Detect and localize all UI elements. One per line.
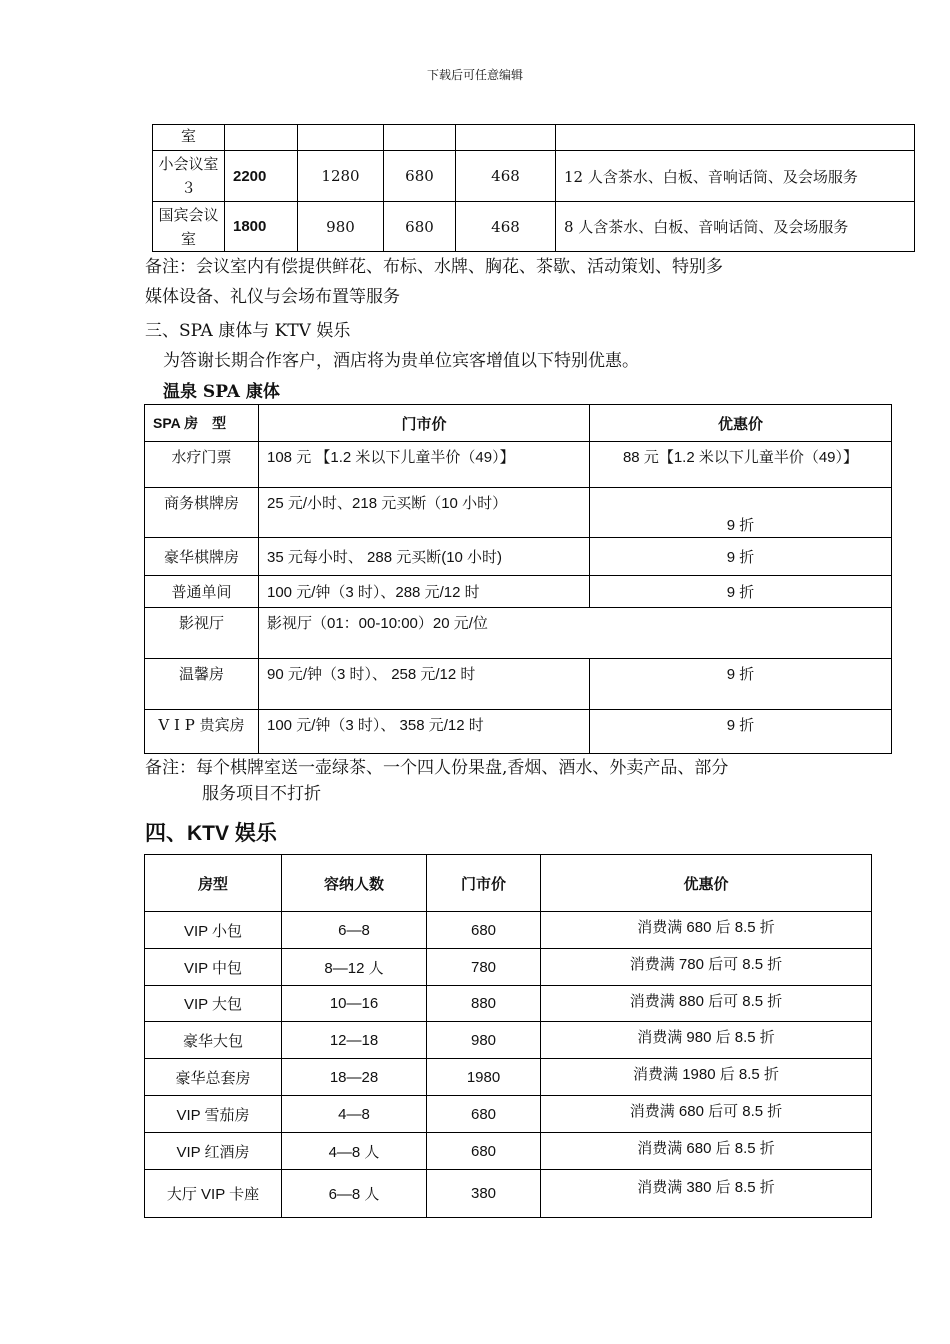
discount-cell: 9 折	[590, 576, 892, 608]
table-row	[145, 949, 872, 986]
room-cell: 豪华棋牌房	[145, 538, 259, 576]
discount-cell: 消费满 1980 后 8.5 折	[541, 1059, 872, 1096]
room-type-cell: VIP 大包	[145, 986, 282, 1022]
room-type-cell: VIP 中包	[145, 949, 282, 986]
table-row	[153, 202, 915, 252]
rack-price-cell: 780	[427, 949, 541, 986]
rack-price-cell: 100 元/钟（3 时）、288 元/12 时	[259, 576, 590, 608]
price-cell: 680	[384, 151, 456, 202]
price-cell: 680	[384, 202, 456, 252]
discount-cell: 消费满 380 后 8.5 折	[541, 1170, 872, 1218]
capacity-cell: 6—8 人	[282, 1170, 427, 1218]
capacity-cell: 4—8 人	[282, 1133, 427, 1170]
discount-cell: 消费满 780 后可 8.5 折	[541, 949, 872, 986]
capacity-cell: 18—28	[282, 1059, 427, 1096]
header-note: 下载后可任意编辑	[426, 68, 523, 82]
price-cell: 468	[456, 202, 556, 252]
spa-subtitle: 温泉 SPA 康体	[163, 382, 280, 402]
meeting-note-line2: 媒体设备、礼仪与会场布置等服务	[145, 287, 400, 307]
capacity-cell: 4—8	[282, 1096, 427, 1133]
capacity-cell: 12—18	[282, 1022, 427, 1059]
column-header: 房型	[145, 855, 282, 912]
discount-cell: 9 折	[590, 488, 892, 538]
room-name-cell: 室	[153, 125, 225, 151]
rack-price-cell: 880	[427, 986, 541, 1022]
table-row	[145, 442, 892, 488]
rack-price-cell: 影视厅（01：00-10:00）20 元/位	[259, 608, 892, 659]
rack-price-cell: 680	[427, 912, 541, 949]
table-row	[145, 1096, 872, 1133]
rack-price-cell: 380	[427, 1170, 541, 1218]
column-header: 优惠价	[541, 855, 872, 912]
rack-price-cell: 100 元/钟（3 时）、 358 元/12 时	[259, 710, 590, 754]
capacity-cell: 6—8	[282, 912, 427, 949]
room-type-cell: VIP 小包	[145, 912, 282, 949]
room-type-cell: VIP 红酒房	[145, 1133, 282, 1170]
table-row	[145, 488, 892, 538]
description-cell: 8 人含茶水、白板、音响话筒、及会场服务	[556, 202, 915, 252]
room-type-cell: 大厅 VIP 卡座	[145, 1170, 282, 1218]
table-row	[145, 608, 892, 659]
spa-note-line1: 备注：每个棋牌室送一壶绿茶、一个四人份果盘,香烟、酒水、外卖产品、部分	[145, 758, 729, 778]
table-header-row	[145, 405, 892, 442]
meeting-room-table	[152, 124, 915, 252]
rack-price-cell: 1980	[427, 1059, 541, 1096]
table-row	[145, 1059, 872, 1096]
meeting-note-line1: 备注：会议室内有偿提供鲜花、布标、水牌、胸花、茶歇、活动策划、特别多	[145, 257, 723, 277]
discount-cell: 消费满 680 后 8.5 折	[541, 1133, 872, 1170]
column-header: 容纳人数	[282, 855, 427, 912]
table-cell	[556, 125, 915, 151]
section4-title: 四、KTV 娱乐	[145, 822, 277, 845]
column-header: 优惠价	[590, 405, 892, 442]
section3-title: 三、SPA 康体与 KTV 娱乐	[145, 321, 351, 341]
table-row	[145, 659, 892, 710]
room-cell: 影视厅	[145, 608, 259, 659]
table-header-row	[145, 855, 872, 912]
capacity-cell: 8—12 人	[282, 949, 427, 986]
room-cell: 普通单间	[145, 576, 259, 608]
table-cell	[456, 125, 556, 151]
column-header: 门市价	[427, 855, 541, 912]
discount-cell: 消费满 980 后 8.5 折	[541, 1022, 872, 1059]
spa-table	[144, 404, 892, 754]
table-row	[153, 125, 915, 151]
rack-price-cell: 35 元每小时、 288 元买断(10 小时)	[259, 538, 590, 576]
discount-cell: 消费满 680 后可 8.5 折	[541, 1096, 872, 1133]
table-cell	[384, 125, 456, 151]
price-cell: 1800	[225, 202, 298, 252]
rack-price-cell: 680	[427, 1133, 541, 1170]
table-row	[145, 538, 892, 576]
ktv-table	[144, 854, 872, 1218]
table-row	[145, 1170, 872, 1218]
table-row	[153, 151, 915, 202]
room-cell: 水疗门票	[145, 442, 259, 488]
room-type-cell: VIP 雪茄房	[145, 1096, 282, 1133]
rack-price-cell: 90 元/钟（3 时）、 258 元/12 时	[259, 659, 590, 710]
column-header: SPA 房 型	[145, 405, 259, 442]
table-row	[145, 710, 892, 754]
discount-cell: 9 折	[590, 538, 892, 576]
discount-cell: 88 元【1.2 米以下儿童半价（49）】	[590, 442, 892, 488]
column-header: 门市价	[259, 405, 590, 442]
rack-price-cell: 25 元/小时、218 元买断（10 小时）	[259, 488, 590, 538]
room-name-cell: 国宾会议室	[153, 202, 225, 252]
rack-price-cell: 680	[427, 1096, 541, 1133]
room-cell: V I P 贵宾房	[145, 710, 259, 754]
price-cell: 980	[298, 202, 384, 252]
rack-price-cell: 108 元 【1.2 米以下儿童半价（49）】	[259, 442, 590, 488]
spa-note-line2: 服务项目不打折	[202, 784, 321, 804]
room-cell: 商务棋牌房	[145, 488, 259, 538]
discount-cell: 9 折	[590, 659, 892, 710]
room-type-cell: 豪华总套房	[145, 1059, 282, 1096]
section3-intro: 为答谢长期合作客户，酒店将为贵单位宾客增值以下特别优惠。	[163, 351, 639, 371]
room-type-cell: 豪华大包	[145, 1022, 282, 1059]
table-row	[145, 912, 872, 949]
description-cell: 12 人含茶水、白板、音响话筒、及会场服务	[556, 151, 915, 202]
price-cell: 1280	[298, 151, 384, 202]
table-row	[145, 1133, 872, 1170]
discount-cell: 9 折	[590, 710, 892, 754]
rack-price-cell: 980	[427, 1022, 541, 1059]
room-cell: 温馨房	[145, 659, 259, 710]
capacity-cell: 10—16	[282, 986, 427, 1022]
price-cell: 2200	[225, 151, 298, 202]
price-cell: 468	[456, 151, 556, 202]
discount-cell: 消费满 680 后 8.5 折	[541, 912, 872, 949]
table-cell	[298, 125, 384, 151]
table-row	[145, 986, 872, 1022]
room-name-cell: 小会议室３	[153, 151, 225, 202]
table-row	[145, 576, 892, 608]
discount-cell: 消费满 880 后可 8.5 折	[541, 986, 872, 1022]
table-row	[145, 1022, 872, 1059]
table-cell	[225, 125, 298, 151]
